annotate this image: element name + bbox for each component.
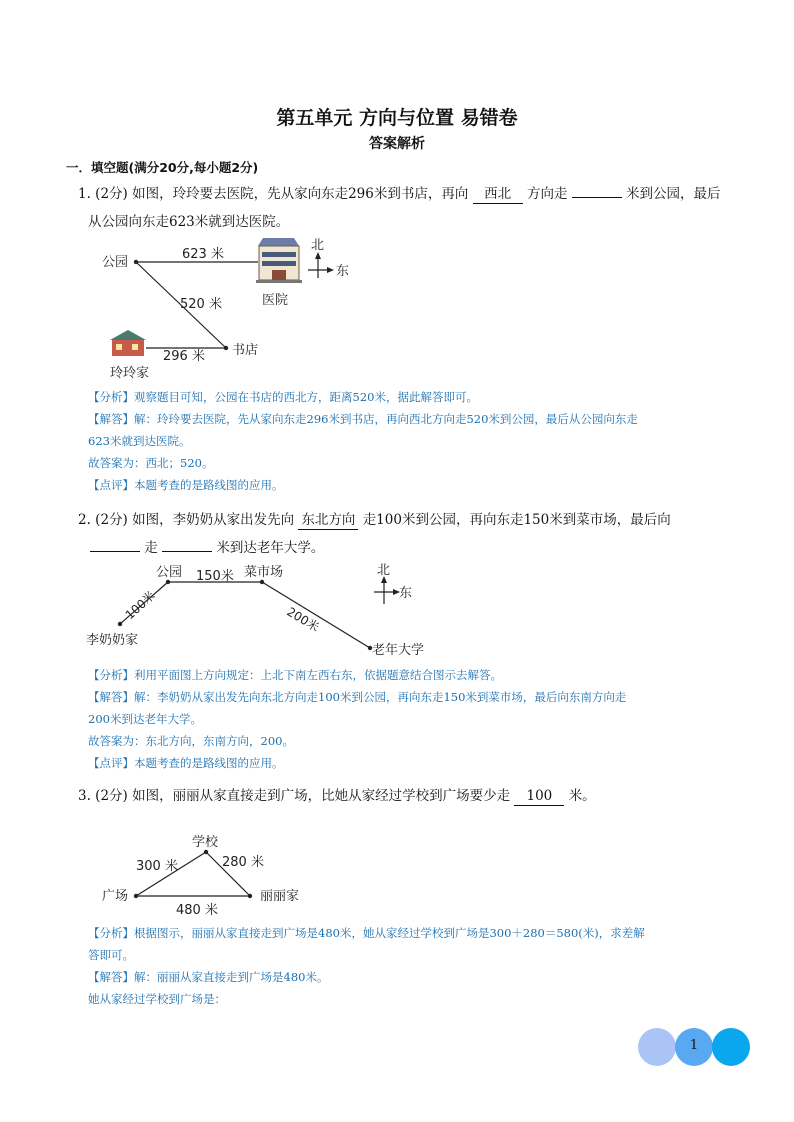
q1-label-park: 公园 xyxy=(102,255,129,270)
question-1 xyxy=(78,180,758,208)
q1-route-diagram xyxy=(96,232,366,382)
question-3 xyxy=(78,782,758,810)
q3-route-diagram xyxy=(100,832,350,918)
compass-icon xyxy=(374,576,400,604)
q1-comment: 【点评】本题考查的是路线图的应用。 xyxy=(88,478,284,492)
q2-answer: 故答案为：东北方向，东南方向，200。 xyxy=(88,734,294,748)
q1-text-mid: 方向走 xyxy=(526,186,568,202)
compass-icon xyxy=(308,252,334,278)
q2-compass-east: 东 xyxy=(399,586,413,601)
q3-label-d2: 280 米 xyxy=(222,855,264,870)
page-number: 1 xyxy=(689,1038,699,1053)
q2-route-diagram xyxy=(86,562,446,662)
q3-analysis-line1: 【分析】根据图示，丽丽从家直接走到广场是480米，她从家经过学校到广场是300＋280＝580(米)，求差解 xyxy=(88,926,645,940)
q1-label-d-park-hospital: 623 米 xyxy=(182,247,224,262)
q3-label-school: 学校 xyxy=(192,835,219,850)
q2-blank-2 xyxy=(90,551,140,552)
badge-circle-light xyxy=(638,1028,676,1066)
q1-label-hospital: 医院 xyxy=(262,293,289,308)
q1-label-d-park-bookstore: 520 米 xyxy=(180,297,222,312)
q3-label-home: 丽丽家 xyxy=(260,889,300,904)
q2-text-line2 xyxy=(90,534,324,562)
q2-blank-3 xyxy=(162,551,212,552)
q1-blank-1: 西北 xyxy=(473,185,523,204)
q1-text-line2: 从公园向东走623米就到达医院。 xyxy=(88,214,290,230)
q1-solution-line2: 623米就到达医院。 xyxy=(88,434,191,448)
q3-text-prefix: 3. (2分) 如图，丽丽从家直接走到广场，比她从家经过学校到广场要少走 xyxy=(78,788,511,804)
q2-label-d3: 200米 xyxy=(284,604,322,635)
q2-label-park: 公园 xyxy=(156,565,183,580)
q3-label-square: 广场 xyxy=(102,889,129,904)
q3-blank-1: 100 xyxy=(514,787,564,806)
q1-answer: 故答案为：西北；520。 xyxy=(88,456,214,470)
hospital-icon xyxy=(256,238,302,283)
q1-label-home: 玲玲家 xyxy=(110,366,150,381)
q3-label-d1: 300 米 xyxy=(136,859,178,874)
q2-label-d1: 100米 xyxy=(122,588,158,623)
q2-analysis-block xyxy=(88,664,748,774)
q1-label-d-home-bookstore: 296 米 xyxy=(163,349,205,364)
q1-text-suffix: 米到公园，最后 xyxy=(626,186,721,202)
q2-label-d2: 150米 xyxy=(196,569,234,584)
q2-blank-1: 东北方向 xyxy=(298,511,358,530)
q1-analysis: 【分析】观察题目可知，公园在书店的西北方，距离520米，据此解答即可。 xyxy=(88,390,478,404)
q2-text-suffix: 米到达老年大学。 xyxy=(216,540,325,556)
q1-label-bookstore: 书店 xyxy=(232,343,259,358)
q2-label-college: 老年大学 xyxy=(372,643,425,658)
q3-label-d3: 480 米 xyxy=(176,903,218,918)
q2-text-mid: 走100米到公园，再向东走150米到菜市场，最后向 xyxy=(362,512,671,528)
question-2 xyxy=(78,506,758,534)
q3-analysis-block xyxy=(88,922,748,1010)
q1-compass-north: 北 xyxy=(311,238,325,253)
q2-compass-north: 北 xyxy=(377,563,391,578)
q2-text-mid2: 走 xyxy=(144,540,158,556)
q2-label-market: 菜市场 xyxy=(244,565,284,580)
section-heading: 一．填空题(满分20分,每小题2分) xyxy=(66,160,259,175)
q1-compass-east: 东 xyxy=(336,264,350,279)
page-title: 第五单元 方向与位置 易错卷 xyxy=(276,107,518,129)
q3-text-suffix: 米。 xyxy=(568,788,596,804)
q3-solution-line2: 她从家经过学校到广场是： xyxy=(88,992,226,1006)
q1-blank-2 xyxy=(572,197,622,198)
q2-solution-line2: 200米到达老年大学。 xyxy=(88,712,202,726)
q1-text-prefix: 1. (2分) 如图，玲玲要去医院，先从家向东走296米到书店，再向 xyxy=(78,186,469,202)
q1-solution-line1: 【解答】解：玲玲要去医院，先从家向东走296米到书店，再向西北方向走520米到公园，最后从公园向东走 xyxy=(88,412,638,426)
q2-comment: 【点评】本题考查的是路线图的应用。 xyxy=(88,756,284,770)
house-icon xyxy=(110,330,146,356)
q3-solution-line1: 【解答】解：丽丽从家直接走到广场是480米。 xyxy=(88,970,329,984)
q2-text-prefix: 2. (2分) 如图，李奶奶从家出发先向 xyxy=(78,512,295,528)
q2-label-home: 李奶奶家 xyxy=(86,633,139,648)
q1-analysis-block xyxy=(88,386,748,496)
page-subtitle: 答案解析 xyxy=(369,136,425,152)
badge-circle-dark xyxy=(712,1028,750,1066)
q2-analysis: 【分析】利用平面图上方向规定：上北下南左西右东，依据题意结合图示去解答。 xyxy=(88,668,502,682)
q3-analysis-line2: 答即可。 xyxy=(88,948,134,962)
q2-solution-line1: 【解答】解：李奶奶从家出发先向东北方向走100米到公园，再向东走150米到菜市场，最后向东南方向走 xyxy=(88,690,627,704)
